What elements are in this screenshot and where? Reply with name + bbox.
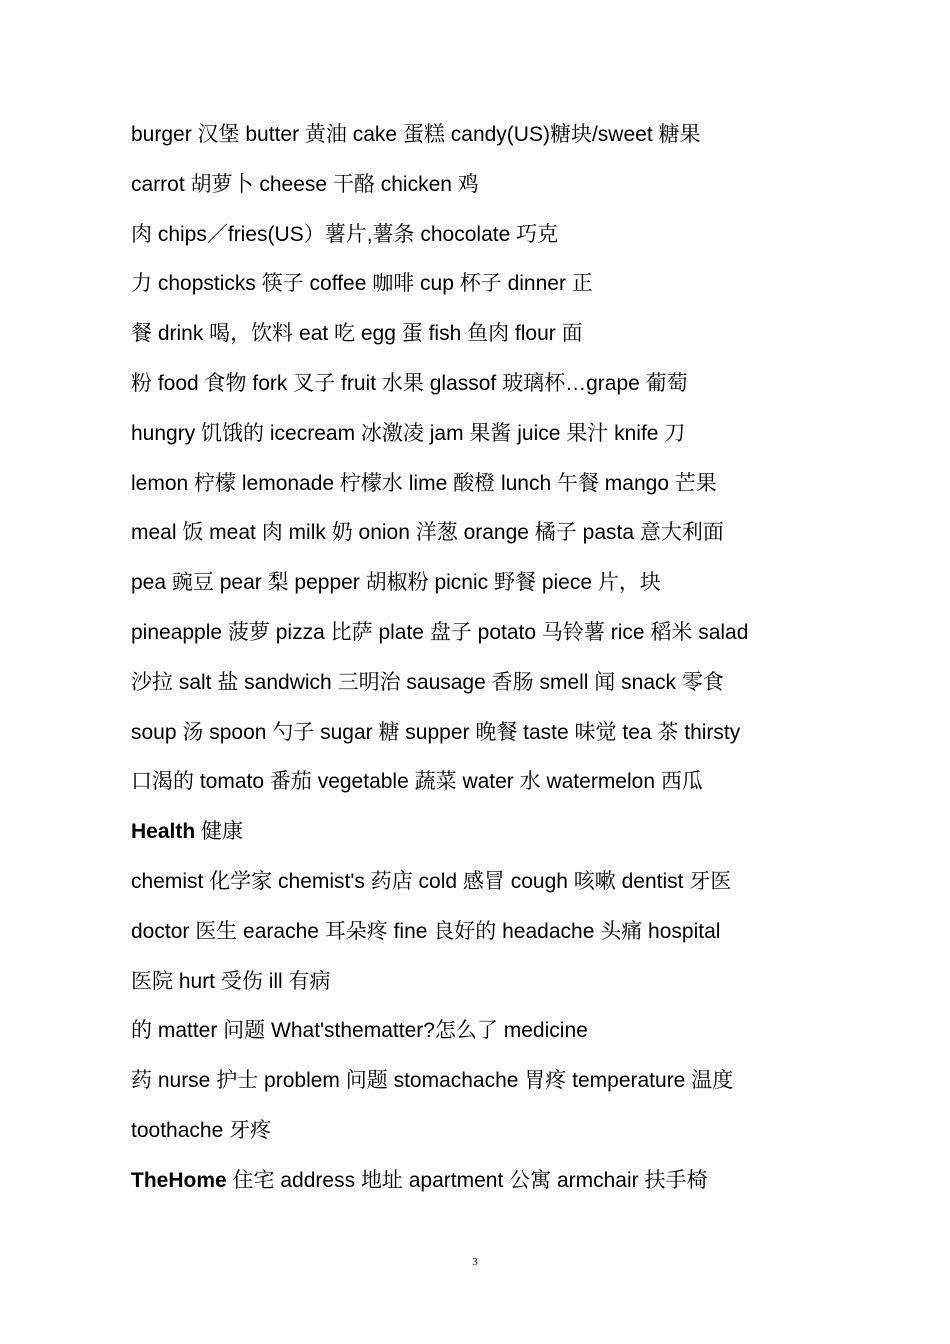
health-line-5: 药 nurse 护士 problem 问题 stomachache 胃疼 temperature 温度	[131, 1069, 734, 1093]
food-line-4: 力 chopsticks 筷子 coffee 咖啡 cup 杯子 dinner 正	[131, 272, 593, 296]
food-line-3: 肉 chips／fries(US）薯片,薯条 chocolate 巧克	[131, 222, 559, 246]
food-line-8: lemon 柠檬 lemonade 柠檬水 lime 酸橙 lunch 午餐 mango 芒果	[131, 471, 717, 495]
home-line	[131, 1156, 891, 1206]
food-line-11: pineapple 菠萝 pizza 比萨 plate 盘子 potato 马铃薯 rice 稻米 salad	[131, 620, 749, 644]
health-heading-rest: 健康	[195, 820, 244, 844]
health-heading	[131, 807, 891, 857]
health-line-1: chemist 化学家 chemist's 药店 cold 感冒 cough 咳嗽 dentist 牙医	[131, 869, 732, 893]
vocabulary-text	[131, 110, 891, 1206]
home-heading-bold: TheHome	[131, 1168, 227, 1192]
health-line-3: 医院 hurt 受伤 ill 有病	[131, 969, 331, 993]
food-line-1: burger 汉堡 butter 黄油 cake 蛋糕 candy(US)糖块/sweet 糖果	[131, 123, 701, 146]
health-line-4: 的 matter 问题 What'sthematter?怎么了 medicine	[131, 1019, 588, 1043]
food-line-9: meal 饭 meat 肉 milk 奶 onion 洋葱 orange 橘子 pasta 意大利面	[131, 521, 724, 545]
food-line-6: 粉 food 食物 fork 叉子 fruit 水果 glassof 玻璃杯…grape 葡萄	[131, 371, 688, 395]
food-line-7: hungry 饥饿的 icecream 冰激凌 jam 果酱 juice 果汁 knife 刀	[131, 421, 686, 445]
food-line-13: soup 汤 spoon 勺子 sugar 糖 supper 晚餐 taste 味觉 tea 茶 thirsty	[131, 720, 741, 744]
home-line-rest: 住宅 address 地址 apartment 公寓 armchair 扶手椅	[226, 1168, 708, 1192]
health-line-2: doctor 医生 earache 耳朵疼 fine 良好的 headache 头痛 hospital	[131, 919, 721, 943]
food-line-2: carrot 胡萝卜 cheese 干酪 chicken 鸡	[131, 172, 479, 196]
health-line-6: toothache 牙疼	[131, 1118, 272, 1142]
food-line-12: 沙拉 salt 盐 sandwich 三明治 sausage 香肠 smell 闻 snack 零食	[131, 670, 724, 694]
food-line-10: pea 豌豆 pear 梨 pepper 胡椒粉 picnic 野餐 piece 片，块	[131, 571, 661, 595]
health-heading-bold: Health	[131, 820, 196, 844]
food-line-5: 餐 drink 喝，饮料 eat 吃 egg 蛋 fish 鱼肉 flour 面	[131, 322, 583, 346]
page-number: 3	[472, 1256, 478, 1268]
food-line-14: 口渴的 tomato 番茄 vegetable 蔬菜 water 水 watermelon 西瓜	[131, 770, 703, 794]
